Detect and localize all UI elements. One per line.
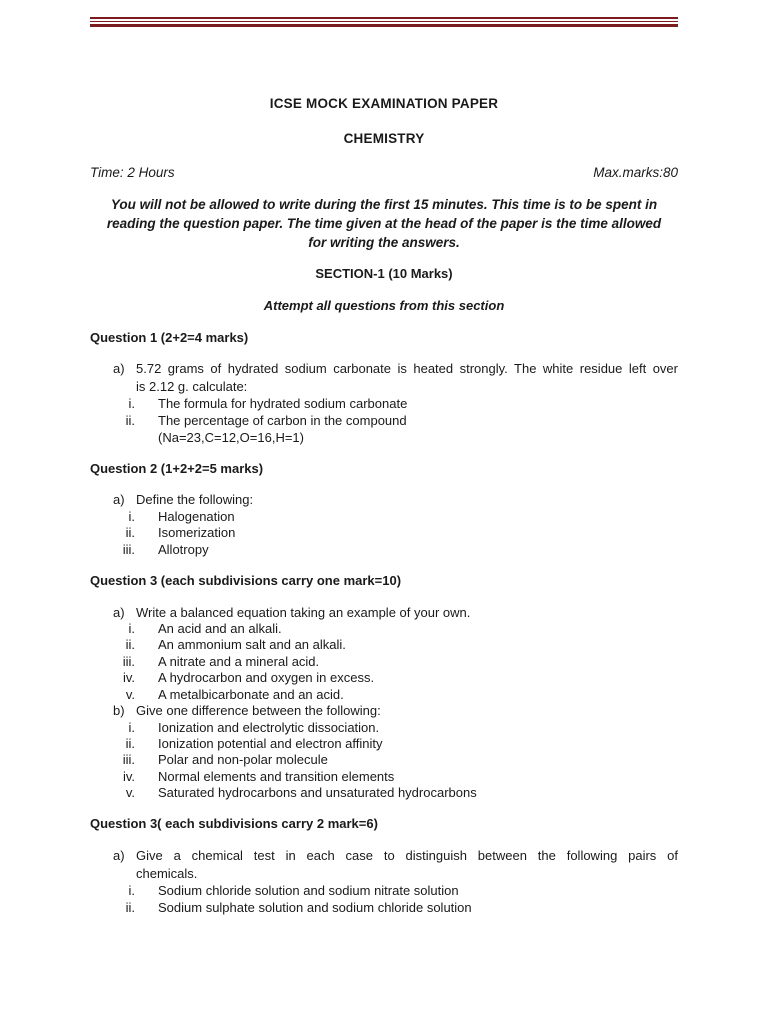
header-rule-top xyxy=(90,17,678,19)
max-marks: Max.marks:80 xyxy=(593,165,678,180)
roman-marker: i. xyxy=(128,621,135,636)
roman-marker: i. xyxy=(128,396,135,411)
roman-marker: iii. xyxy=(122,654,135,669)
question-1-heading: Question 1 (2+2=4 marks) xyxy=(90,330,249,345)
list-item: An acid and an alkali. xyxy=(158,621,282,636)
list-marker: a) xyxy=(113,361,125,376)
question-2-heading: Question 2 (1+2+2=5 marks) xyxy=(90,461,264,476)
list-item: The formula for hydrated sodium carbonate xyxy=(158,396,408,411)
instruction-line-3: for writing the answers. xyxy=(308,235,460,250)
list-item: The percentage of carbon in the compound xyxy=(158,413,407,428)
list-item: A hydrocarbon and oxygen in excess. xyxy=(158,670,375,685)
list-item: Normal elements and transition elements xyxy=(158,769,395,784)
time-allowed: Time: 2 Hours xyxy=(90,165,175,180)
question-3b-text: Give one difference between the following: xyxy=(136,703,381,718)
instruction-line-2: reading the question paper. The time given at the head of the paper is the time allowed xyxy=(106,216,662,231)
list-item: Isomerization xyxy=(158,525,236,540)
question-4-heading: Question 3( each subdivisions carry 2 mark=6) xyxy=(90,816,378,831)
roman-marker: iii. xyxy=(122,542,135,557)
roman-marker: i. xyxy=(128,883,135,898)
roman-marker: ii. xyxy=(125,736,135,751)
roman-marker: i. xyxy=(128,720,135,735)
roman-marker: ii. xyxy=(125,637,135,652)
header-rule-bottom xyxy=(90,24,678,27)
roman-marker: i. xyxy=(128,509,135,524)
roman-marker: ii. xyxy=(125,900,135,915)
list-marker: a) xyxy=(113,848,125,863)
list-item: A nitrate and a mineral acid. xyxy=(158,654,320,669)
question-4a-line-2: chemicals. xyxy=(136,866,198,881)
list-item: Allotropy xyxy=(158,542,209,557)
instruction-line-1: You will not be allowed to write during the first 15 minutes. This time is to be spent in xyxy=(110,197,658,212)
list-marker: a) xyxy=(113,605,125,620)
list-marker: a) xyxy=(113,492,125,507)
question-1a-line-2: is 2.12 g. calculate: xyxy=(136,379,248,394)
list-marker: b) xyxy=(113,703,125,718)
paper-subject: CHEMISTRY xyxy=(343,131,425,146)
list-item: A metalbicarbonate and an acid. xyxy=(158,687,344,702)
roman-marker: iii. xyxy=(122,752,135,767)
list-item: Sodium chloride solution and sodium nitrate solution xyxy=(158,883,459,898)
list-item: Saturated hydrocarbons and unsaturated hydrocarbons xyxy=(158,785,477,800)
paper-title: ICSE MOCK EXAMINATION PAPER xyxy=(269,96,499,111)
list-item: Ionization potential and electron affinity xyxy=(158,736,383,751)
roman-marker: ii. xyxy=(125,413,135,428)
roman-marker: v. xyxy=(125,687,135,702)
question-2a-text: Define the following: xyxy=(136,492,254,507)
question-3-heading: Question 3 (each subdivisions carry one mark=10) xyxy=(90,573,402,588)
header-rule-middle xyxy=(90,21,678,22)
question-1a-line-1: 5.72 grams of hydrated sodium carbonate is heated strongly. The white residue left over xyxy=(136,361,678,376)
roman-marker: iv. xyxy=(122,670,135,685)
list-item: Halogenation xyxy=(158,509,235,524)
question-4a-line-1: Give a chemical test in each case to distinguish between the following pairs of xyxy=(136,848,678,863)
section-note: Attempt all questions from this section xyxy=(263,298,505,313)
list-item: An ammonium salt and an alkali. xyxy=(158,637,346,652)
section-heading: SECTION-1 (10 Marks) xyxy=(315,266,453,281)
list-item: Polar and non-polar molecule xyxy=(158,752,328,767)
atomic-masses: (Na=23,C=12,O=16,H=1) xyxy=(158,430,304,445)
roman-marker: iv. xyxy=(122,769,135,784)
roman-marker: v. xyxy=(125,785,135,800)
list-item: Ionization and electrolytic dissociation. xyxy=(158,720,380,735)
roman-marker: ii. xyxy=(125,525,135,540)
list-item: Sodium sulphate solution and sodium chloride solution xyxy=(158,900,472,915)
question-3a-text: Write a balanced equation taking an example of your own. xyxy=(136,605,471,620)
